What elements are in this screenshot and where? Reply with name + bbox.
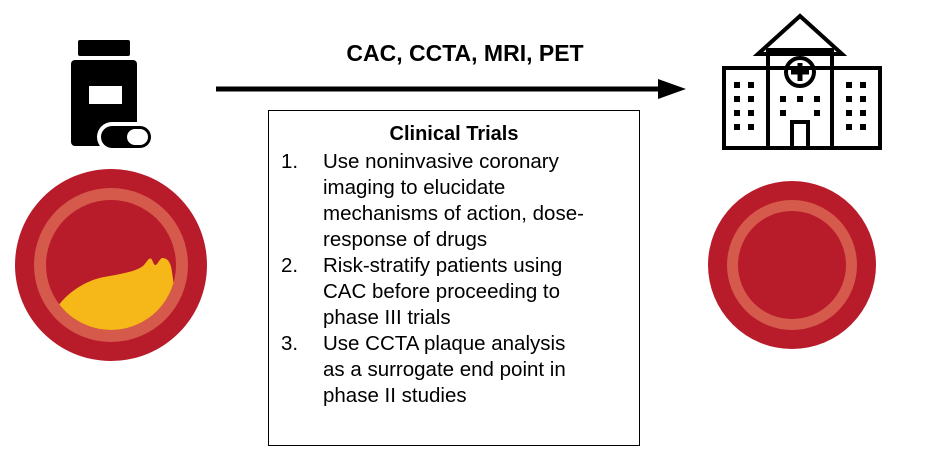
clinical-trials-title: Clinical Trials xyxy=(389,123,519,145)
list-item xyxy=(281,331,623,409)
progression-arrow xyxy=(216,79,686,99)
list-item-number: 1. xyxy=(281,150,299,173)
hospital-icon xyxy=(724,16,880,148)
arrow-label: CAC, CCTA, MRI, PET xyxy=(346,40,584,66)
list-item-line: Use CCTA plaque analysis xyxy=(323,332,566,355)
list-item-text xyxy=(323,149,623,253)
list-item-line: response of drugs xyxy=(323,228,488,251)
clear-artery-icon xyxy=(708,181,876,349)
list-item-line: as a surrogate end point in xyxy=(323,358,566,381)
list-item-line: CAC before proceeding to xyxy=(323,280,561,303)
clinical-trials-list xyxy=(281,149,623,409)
clinical-trials-box xyxy=(268,110,640,446)
list-item-number: 2. xyxy=(281,254,299,277)
list-item-number: 3. xyxy=(281,332,299,355)
list-item-line: Risk-stratify patients using xyxy=(323,254,563,277)
list-item xyxy=(281,253,623,331)
list-item-line: Use noninvasive coronary xyxy=(323,150,559,173)
plaque-artery-icon xyxy=(15,169,207,361)
list-item-text xyxy=(323,253,623,331)
list-item-line: phase II studies xyxy=(323,384,467,407)
pill-bottle-icon xyxy=(71,40,155,152)
list-item-line: mechanisms of action, dose- xyxy=(323,202,584,225)
list-item-line: imaging to elucidate xyxy=(323,176,506,199)
list-item xyxy=(281,149,623,253)
list-item-text xyxy=(323,331,623,409)
list-item-line: phase III trials xyxy=(323,306,451,329)
